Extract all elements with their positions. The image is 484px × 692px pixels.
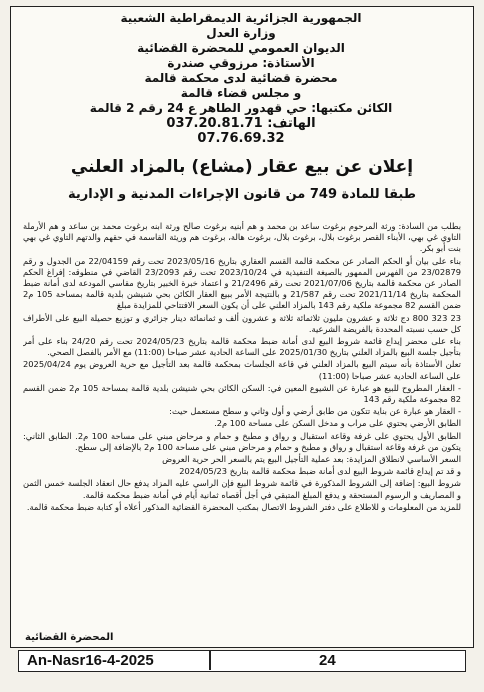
body-paragraph: 23 323 800 دج ثلاثة و عشرون مليون ثلاثمائة ثلاثة و عشرون ألف و ثمانمائة دينار جزائري و توزيع حصيلة البيع على الأطراف كل حسب نسبته المحددة بالفريضة الشرعية. [23, 312, 461, 334]
header-line: محضرة قضائية لدى محكمة قالمة [144, 71, 338, 85]
header-line: الديوان العمومي للمحضرة القضائية [137, 41, 345, 55]
header-line: و مجلس قضاء قالمة [180, 86, 302, 100]
body-paragraph: شروط البيع: إضافة إلى الشروط المذكورة في قائمة شروط البيع فإن الراسي عليه المزاد يدفع حال انعقاد الجلسة خمس الثمن و المصاريف و الرسوم المستحقة و يدفع المبلغ المتبقي في أجل أقصاه ثمانية أيام في أمانة ضبط محكمة قالمة. [23, 478, 461, 500]
body-paragraph: و قد تم إيداع قائمة شروط البيع لدى أمانة ضبط محكمة قالمة بتاريخ 2024/05/23 [179, 466, 461, 477]
footer-divider [209, 651, 211, 670]
header-line: الأستاذة: مرزوقي صندرة [167, 56, 315, 70]
footer-source: An-Nasr16-4-2025 [27, 652, 154, 669]
body-paragraph: السعر الأساسي لانطلاق المزايدة: بعد عملية التأجيل البيع يتم بالسعر الحر حرية العروض [162, 454, 461, 465]
body-paragraph: - العقار المطروح للبيع هو عبارة عن الشيوع المعين في: السكن الكائن بحي شنيشن بلدية قالمة بمساحة 105 م2 ضمن القسم 82 مجموعة ملكية رقم 143 [23, 382, 461, 405]
phone-line-1 [21, 116, 461, 131]
phone-label: الهاتف: [267, 116, 316, 131]
body-paragraph: تعلن الأستاذة بأنه سيتم البيع بالمزاد العلني في قاعة الجلسات بمحكمة قالمة بعد التأجيل مع حرية العروض يوم 2025/04/24 على الساعة الحادية عشر صباحا (11:00) [23, 359, 461, 381]
notice-body [23, 221, 461, 623]
body-paragraph: - العقار هو عبارة عن بناية تتكون من طابق أرضي و أول وثاني و سطح مستعمل حيث: [169, 406, 461, 417]
body-paragraph: بناء على بيان أو الحكم الصادر عن محكمة قالمة القسم العقاري بتاريخ 2023/05/16 تحت رقم 22/04159 من الجدول و رقم 23/02879 من الفهرس الممهور بالصيغة التنفيذية في 2023/10/24 تحت رقم 23/2093 القاضي في منطوقه: إفراغ الحكم الصادر عن محكمة قالمة بتاريخ 2021/07/06 تحت رقم 21/2496 و اعتماد خبرة الخبير بتاريخ مقاسي المودعة لدى أمانة ضبط المحكمة بتاريخ 2021/11/14 تحت رقم 21/587 و بالنتيجة الأمر ببيع العقار الكائن بحي شنيشن بلدية قالمة بمساحة 105 م2 ضمن القسم 82 مجموعة ملكية رقم 143 بالمزاد العلني على أن يكون السعر الافتتاحي للمزايدة مبلغ [23, 255, 461, 311]
phone-number-2: 07.76.69.32 [197, 131, 285, 146]
header-line: وزارة العدل [206, 26, 276, 40]
body-paragraph: بطلب من السادة: ورثة المرحوم برغوت ساعد بن محمد و هم أبنيه برغوت صالح ورثة ابنه برغوت محمد بن ساعد و هم الأرملة التاوي غي بهي، الأبناء القصر برغوت بلال، برغوت بلال، برغوت هالة، برغوت هم وريثة القاسمة في حقهم والدتهم التاوي غي بهي بنت أبو بكر. [23, 221, 461, 254]
phone-number: 037.20.81.71 [166, 116, 263, 131]
header-line: الجمهورية الجزائرية الديمقراطية الشعبية [120, 11, 362, 25]
body-paragraph: الطابق الأول يحتوي على غرفة وقاعة استقبال و رواق و مطبخ و حمام و مرحاض مبني على مساحة 100 م2. الطابق الثاني: يتكون من غرفة وقاعة استقبال و رواق و مطبخ و حمام و مرحاض مبني على مساحة 100 م2 بالإضافة إلى سطح. [23, 430, 461, 452]
letterhead [21, 11, 461, 146]
advertisement-page [10, 6, 474, 648]
body-paragraph: للمزيد من المعلومات و للاطلاع على دفتر الشروط الاتصال بمكتب المحضرة القضائية المذكور أعلاه أو كتابة ضبط محكمة قالمة. [26, 501, 461, 512]
signature: المحضرة القضائية [25, 632, 114, 643]
body-paragraph: الطابق الأرضي يحتوي على مراب و مدخل السكن على مساحة 100 م2. [214, 418, 461, 429]
notice-title: إعلان عن بيع عقار (مشاع) بالمزاد العلني [70, 157, 414, 177]
footer-page-number: 24 [319, 652, 336, 669]
newspaper-footer [18, 650, 466, 672]
header-line: الكائن مكتبها: حي قهدور الطاهر ع 24 رقم 2 قالمة [89, 101, 393, 115]
notice-subtitle: طبقا للمادة 749 من قانون الإجراءات المدنية و الإدارية [68, 187, 416, 202]
body-paragraph: بناء على محضر إيداع قائمة شروط البيع لدى أمانة ضبط محكمة قالمة بتاريخ 2024/05/23 تحت رقم 24/20 بناء على أمر بتأجيل جلسة البيع بالمزاد العلني بتاريخ 2025/01/30 على الساعة الحادية عشر صباحا (11:00) مع الأمر بالفصل الصحي. [23, 336, 461, 358]
